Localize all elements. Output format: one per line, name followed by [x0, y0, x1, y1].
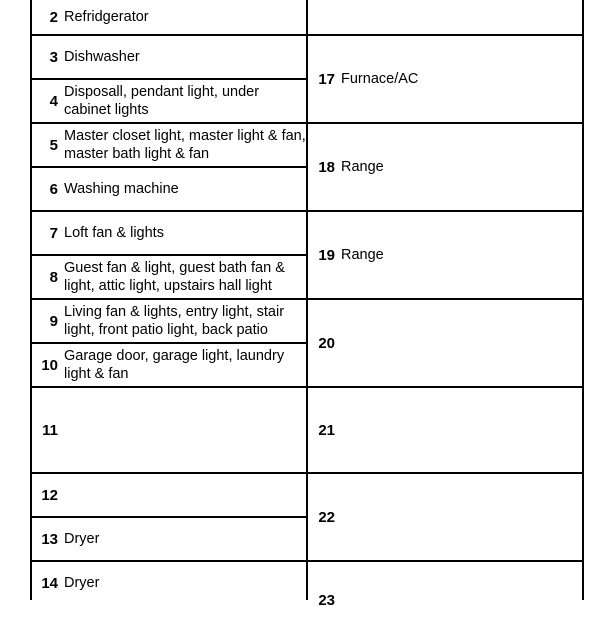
circuit-row — [32, 0, 308, 34]
circuit-number: 20 — [318, 334, 335, 352]
circuit-number: 14 — [41, 574, 58, 592]
circuit-row — [32, 256, 308, 298]
circuit-number: 3 — [49, 48, 58, 66]
circuit-label: Dryer — [64, 531, 100, 547]
circuit-label: Guest fan & light, guest bath fan & light, attic light, upstairs hall light — [64, 260, 285, 294]
circuit-number: 5 — [49, 136, 58, 154]
circuit-label: Dryer — [64, 575, 100, 591]
circuit-number: 8 — [49, 268, 58, 286]
circuit-row — [32, 388, 308, 472]
circuit-number: 13 — [41, 530, 58, 548]
circuit-label: Loft fan & lights — [64, 225, 164, 241]
circuit-number: 18 — [318, 158, 335, 176]
circuit-row — [32, 124, 308, 166]
circuit-number: 23 — [318, 591, 335, 609]
circuit-row — [32, 300, 308, 342]
circuit-number: 4 — [49, 92, 58, 110]
circuit-number: 21 — [318, 421, 335, 439]
circuit-label: Range — [341, 247, 384, 263]
circuit-row — [310, 562, 600, 638]
circuit-row — [310, 124, 600, 210]
circuit-row — [32, 518, 308, 560]
circuit-row — [310, 474, 600, 560]
circuit-row — [310, 212, 600, 298]
circuit-row — [32, 80, 308, 122]
circuit-number: 22 — [318, 508, 335, 526]
circuit-number: 19 — [318, 246, 335, 264]
circuit-label: Range — [341, 159, 384, 175]
circuit-row — [310, 0, 600, 34]
circuit-number: 2 — [49, 8, 58, 26]
circuit-row — [32, 212, 308, 254]
circuit-number: 7 — [49, 224, 58, 242]
circuit-row — [310, 388, 600, 472]
circuit-number: 9 — [49, 312, 58, 330]
circuit-number: 11 — [42, 421, 58, 439]
circuit-row — [310, 300, 600, 386]
circuit-row — [32, 562, 308, 604]
circuit-label: Washing machine — [64, 181, 179, 197]
circuit-number: 12 — [41, 486, 58, 504]
circuit-row — [32, 168, 308, 210]
circuit-label: Master closet light, master light & fan, master bath light & fan — [64, 128, 306, 162]
circuit-label: Refridgerator — [64, 9, 149, 25]
circuit-label: Garage door, garage light, laundry light & fan — [64, 348, 285, 382]
circuit-label: Disposall, pendant light, under cabinet lights — [64, 84, 260, 118]
circuit-label: Dishwasher — [64, 49, 140, 65]
circuit-number: 6 — [49, 180, 58, 198]
circuit-label: Furnace/AC — [341, 71, 419, 87]
circuit-row — [32, 344, 308, 386]
circuit-number: 10 — [41, 356, 58, 374]
circuit-row — [32, 36, 308, 78]
circuit-label: Living fan & lights, entry light, stair light, front patio light, back patio — [64, 304, 285, 338]
circuit-row — [310, 36, 600, 122]
circuit-number: 17 — [318, 70, 335, 88]
circuit-row — [32, 474, 308, 516]
